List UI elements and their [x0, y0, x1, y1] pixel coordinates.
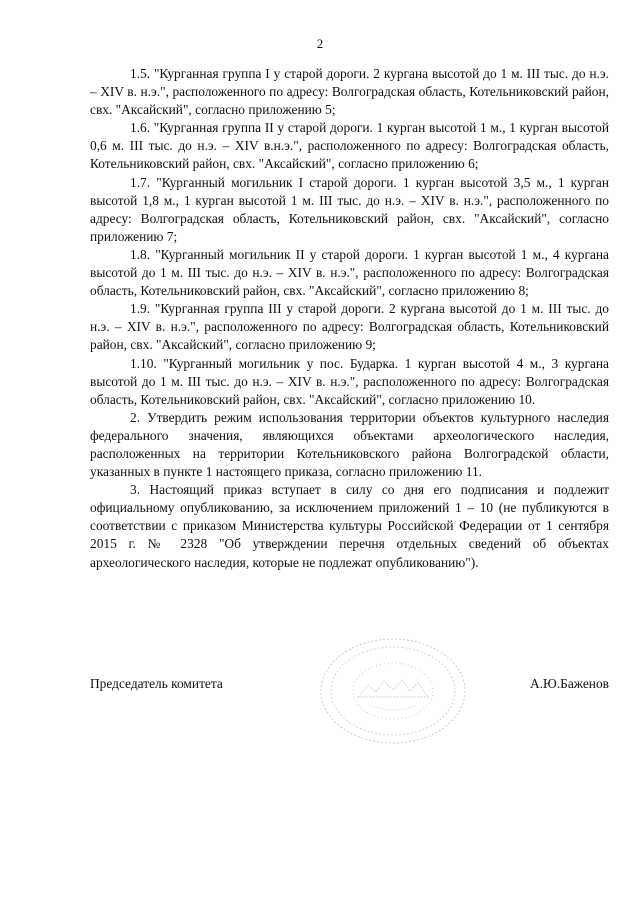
signature-block	[90, 676, 609, 696]
page-number: 2	[316, 36, 324, 51]
paragraph-1-9: 1.9. "Курганная группа III у старой дороги. 2 кургана высотой до 1 м. III тыс. до н.э. – XIV в. н.э.", расположенного по адресу: Волгоградская область, Котельниковский район, свх. "Аксайский", согласно приложению 9;	[90, 301, 609, 353]
paragraph-1-7: 1.7. "Курганный могильник I старой дороги. 1 курган высотой 3,5 м., 1 курган высотой 1,8 м., 1 курган высотой 1 м. III тыс. до н.э. – XIV в. н.э.", расположенного по адресу: Волгоградская область, Котельниковский район, свх. "Аксайский", согласно приложению 7;	[90, 174, 609, 244]
signatory-name: А.Ю.Баженов	[530, 676, 609, 691]
paragraph-2: 2. Утвердить режим использования территории объектов культурного наследия федерального значения, являющихся объектами археологического наследия, расположенных на территории Котельниковского района Волгоградской области, указанных в пункте 1 настоящего приказа, согласно приложению 11.	[90, 409, 609, 480]
signatory-title: Председатель комитета	[90, 676, 223, 691]
paragraph-3: 3. Настоящий приказ вступает в силу со дня его подписания и подлежит официальному опубликованию, за исключением приложений 1 – 10 (не публикуются в соответствии с приказом Министерства культуры Российской Федерации от 1 сентября 2015 г. № 2328 "Об утверждении перечня отдельных сведений об объектах археологического наследия, которые не подлежат опубликованию").	[90, 482, 609, 570]
paragraph-1-6: 1.6. "Курганная группа II у старой дороги. 1 курган высотой 1 м., 1 курган высотой 0,6 м. III тыс. до н.э. – XIV в.н.э.", расположенного по адресу: Волгоградская область, Котельниковский район, свх. "Аксайский", согласно приложению 6;	[90, 120, 609, 172]
paragraph-1-5: 1.5. "Курганная группа I у старой дороги. 2 кургана высотой до 1 м. III тыс. до н.э. – XIV в. н.э.", расположенного по адресу: Волгоградская область, Котельниковский район, свх. "Аксайский", согласно приложению 5;	[90, 66, 609, 118]
document-body	[90, 65, 609, 572]
paragraph-1-10: 1.10. "Курганный могильник у пос. Бударка. 1 курган высотой 4 м., 3 кургана высотой до 1 м. III тыс. до н.э. – XIV в. н.э.", расположенного по адресу: Волгоградская область, Котельниковский район, свх. "Аксайский", согласно приложению 10.	[90, 355, 609, 407]
paragraph-1-8: 1.8. "Курганный могильник II у старой дороги. 1 курган высотой 1 м., 4 кургана высотой до 1 м. III тыс. до н.э. – XIV в. н.э.", расположенного по адресу: Волгоградская область, Котельниковский район, свх. "Аксайский", согласно приложению 8;	[90, 246, 609, 299]
